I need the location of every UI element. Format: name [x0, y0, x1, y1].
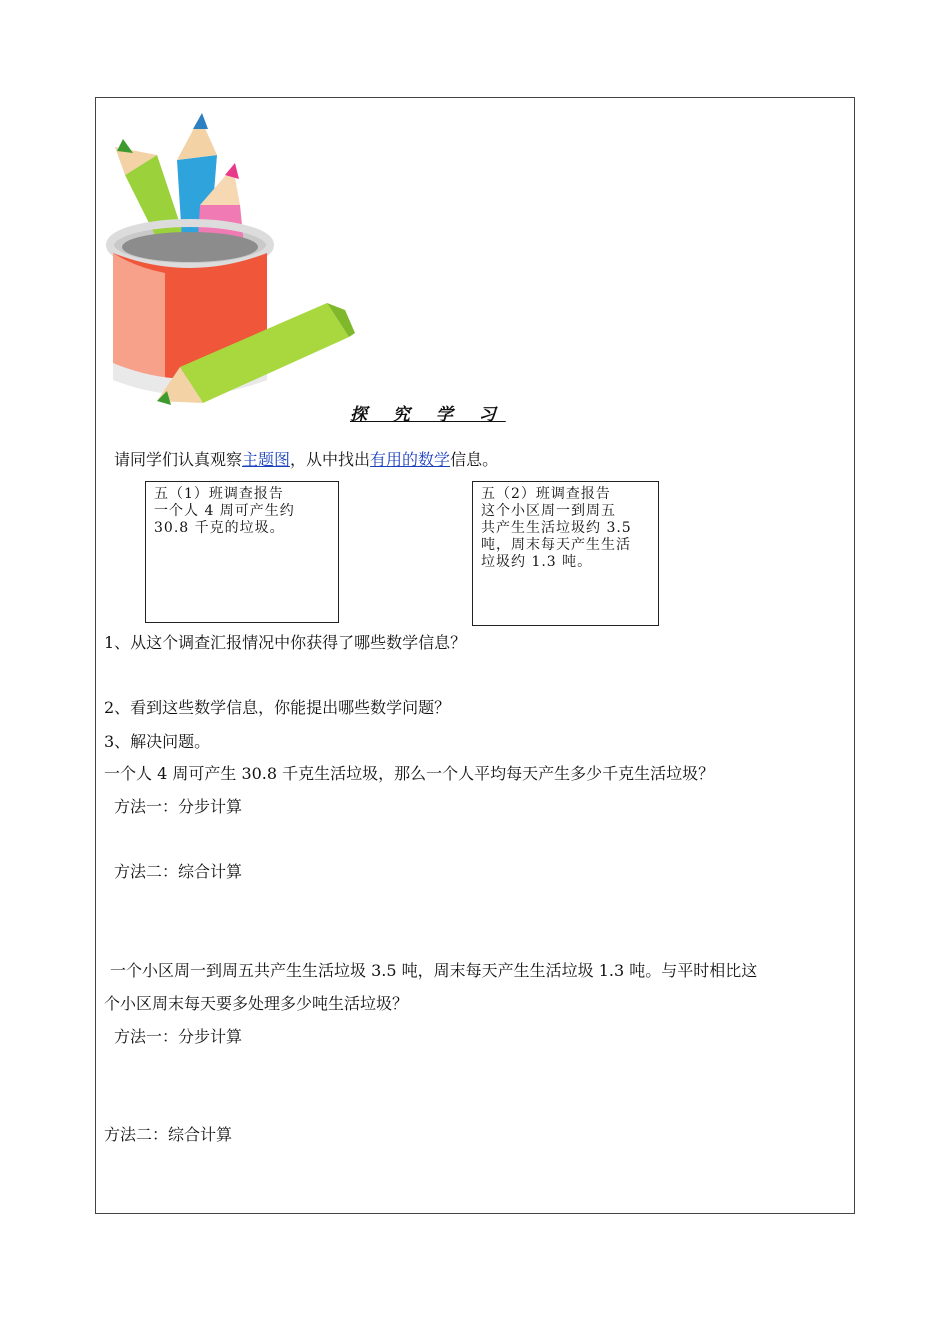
problem-1-method-2: 方法二：综合计算: [114, 862, 243, 881]
intro-middle: ，从中找出: [290, 450, 371, 469]
question-2: 2、看到这些数学信息，你能提出哪些数学问题？: [104, 698, 451, 717]
intro-sentence: [114, 450, 498, 470]
problem-2-method-2: 方法二：综合计算: [104, 1125, 233, 1144]
question-3: 3、解决问题。: [104, 732, 211, 751]
intro-suffix: 信息。: [450, 450, 499, 469]
problem-2-text-line-2: 个小区周末每天要多处理多少吨生活垃圾？: [104, 994, 409, 1013]
report-line: 吨，周末每天产生生活: [481, 537, 631, 553]
report-line: 这个小区周一到周五: [481, 503, 616, 519]
pencil-cup-illustration: [105, 105, 355, 415]
problem-2-text-line-1: 一个小区周一到周五共产生生活垃圾 3.5 吨，周末每天产生生活垃圾 1.3 吨。与平时相比这: [110, 961, 758, 980]
problem-1-text: 一个人 4 周可产生 30.8 千克生活垃圾，那么一个人平均每天产生多少千克生活垃圾？: [104, 764, 715, 783]
problem-2-method-1: 方法一：分步计算: [114, 1027, 243, 1046]
report-heading: 五（2）班调查报告: [481, 486, 611, 502]
page-title: 探 究 学 习: [350, 405, 506, 425]
report-line: 一个人 4 周可产生约: [154, 503, 295, 519]
report-heading: 五（1）班调查报告: [154, 486, 284, 502]
useful-math-link[interactable]: 有用的数学: [370, 450, 451, 469]
theme-picture-link[interactable]: 主题图: [242, 450, 291, 469]
intro-prefix: 请同学们认真观察: [114, 450, 243, 469]
report-line: 共产生生活垃圾约 3.5: [481, 520, 632, 536]
report-line: 30.8 千克的垃圾。: [154, 520, 285, 536]
report-box-class2: [472, 481, 659, 626]
problem-1-method-1: 方法一：分步计算: [114, 797, 243, 816]
question-1: 1、从这个调查汇报情况中你获得了哪些数学信息？: [104, 633, 467, 652]
report-line: 垃圾约 1.3 吨。: [481, 554, 593, 570]
report-box-class1: [145, 481, 339, 623]
